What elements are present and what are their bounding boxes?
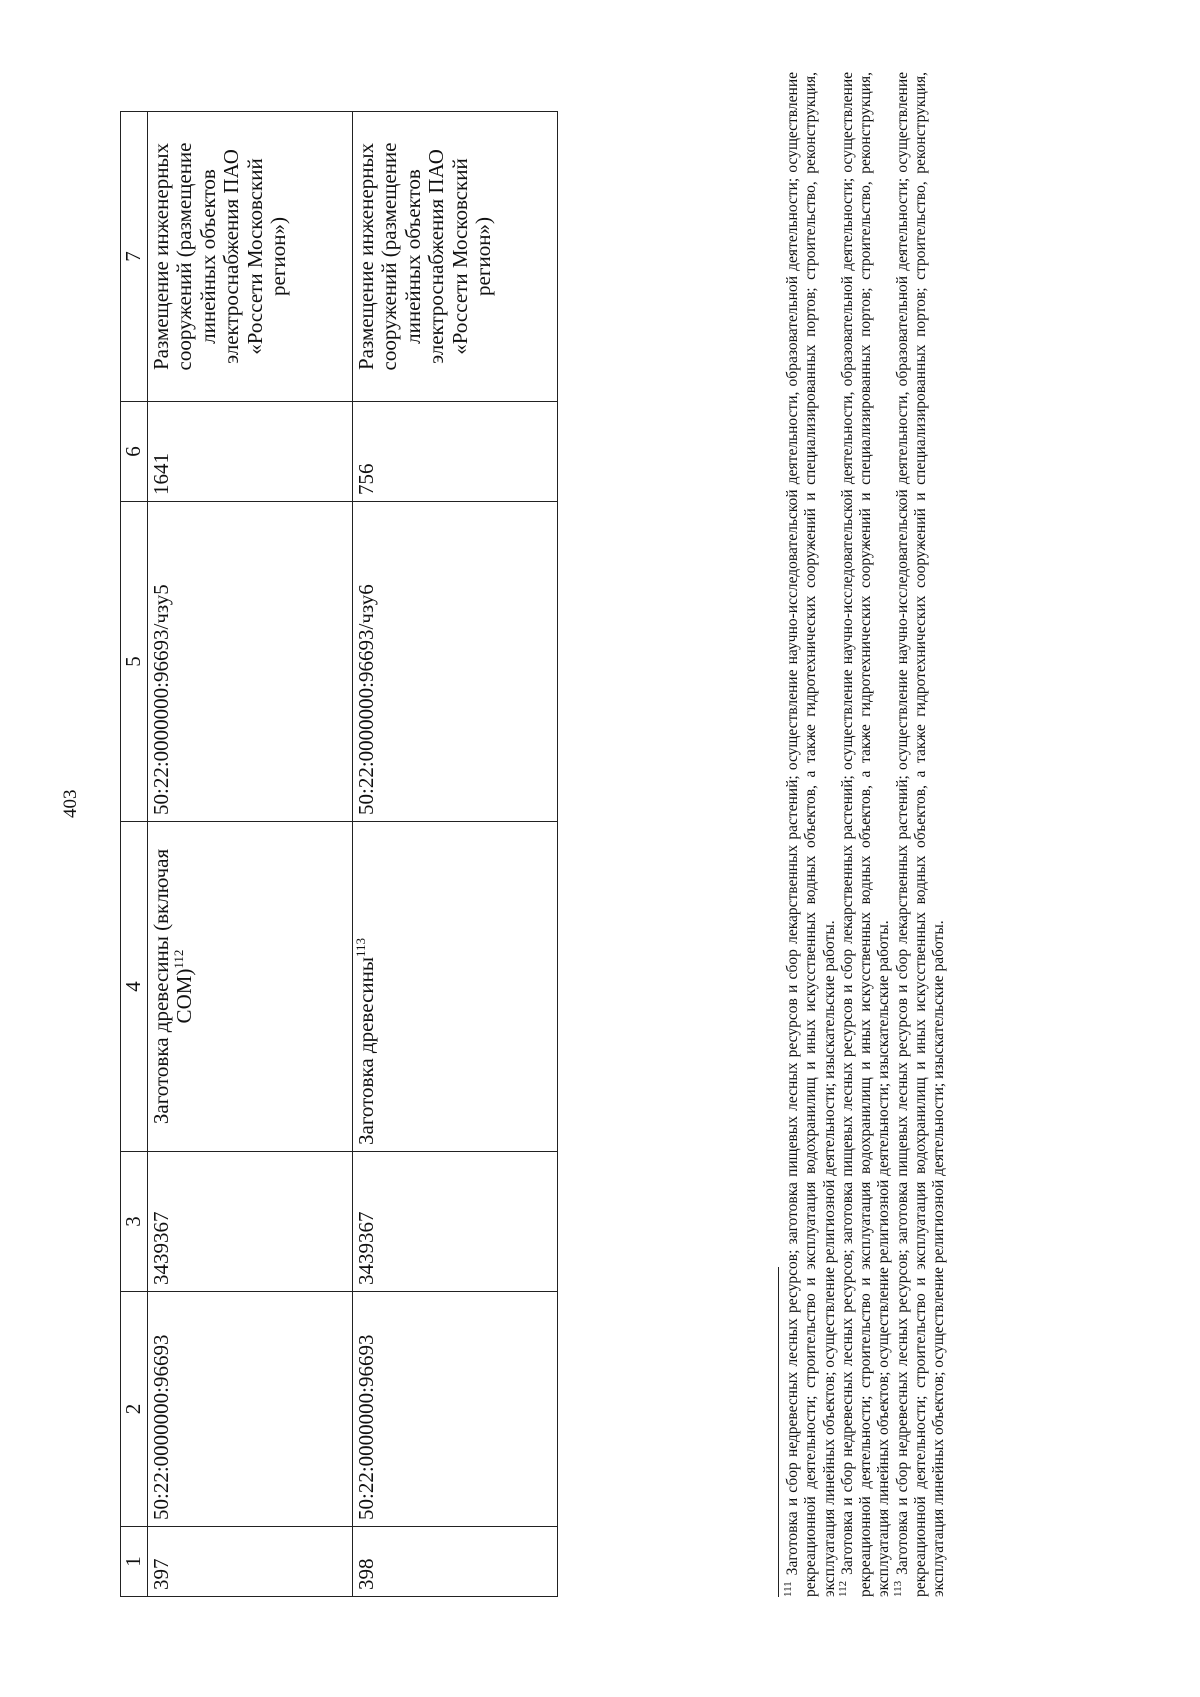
column-header: 1 [121, 1527, 148, 1597]
column-header: 6 [121, 402, 148, 502]
column-header: 2 [121, 1292, 148, 1527]
permitted-use-text: Заготовка древесины (включая СОМ) [148, 848, 197, 1125]
row-number-cell: 397 [147, 1527, 352, 1597]
plot-part-number-cell: 50:22:0000000:96693/чзу5 [147, 502, 352, 822]
quarter-cell: 3439367 [352, 1152, 557, 1292]
permitted-use-cell [147, 822, 352, 1152]
column-header: 5 [121, 502, 148, 822]
column-header: 7 [121, 112, 148, 402]
row-number-cell: 398 [352, 1527, 557, 1597]
permitted-use-cell [352, 822, 557, 1152]
footnote-mark: 111 [781, 1581, 794, 1597]
plot-part-number-cell: 50:22:0000000:96693/чзу6 [352, 502, 557, 822]
area-cell: 1641 [147, 402, 352, 502]
footnote [781, 72, 839, 1597]
table-row [352, 112, 557, 1597]
footnote-mark: 112 [836, 1580, 849, 1597]
cadastral-number-cell: 50:22:0000000:96693 [147, 1292, 352, 1527]
page-number: 403 [60, 789, 81, 818]
area-cell: 756 [352, 402, 557, 502]
cadastral-number-cell: 50:22:0000000:96693 [352, 1292, 557, 1527]
table-header-row [121, 112, 148, 1597]
footnote [836, 72, 894, 1597]
purpose-cell: Размещение инженерных сооружений (размещение линейных объектов электроснабжения ПАО «Россети Московский регион») [352, 112, 557, 402]
quarter-cell: 3439367 [147, 1152, 352, 1292]
purpose-cell: Размещение инженерных сооружений (размещение линейных объектов электроснабжения ПАО «Россети Московский регион») [147, 112, 352, 402]
land-plots-table [120, 111, 558, 1597]
column-header: 4 [121, 822, 148, 1152]
footnote-separator [778, 1267, 779, 1597]
column-header: 3 [121, 1152, 148, 1292]
footnote-ref: 113 [352, 937, 368, 958]
footnote-text: Заготовка и сбор недревесных лесных ресурсов; заготовка пищевых лесных ресурсов и сбор лекарственных растений; осуществление научно-исследовательской деятельности, образовательной деятельности; осуществление рекреационной деятельности; строительство и эксплуатация водохранилищ и иных искусственных водных объектов, а также гидротехнических сооружений и специализированных портов; строительство, реконструкция, эксплуатация линейных объектов; осуществление религиозной деятельности; изыскательские работы. [784, 72, 838, 1597]
footnote [891, 72, 949, 1597]
footnote-text: Заготовка и сбор недревесных лесных ресурсов; заготовка пищевых лесных ресурсов и сбор лекарственных растений; осуществление научно-исследовательской деятельности, образовательной деятельности; осуществление рекреационной деятельности; строительство и эксплуатация водохранилищ и иных искусственных водных объектов, а также гидротехнических сооружений и специализированных портов; строительство, реконструкция, эксплуатация линейных объектов; осуществление религиозной деятельности; изыскательские работы. [893, 72, 948, 1597]
footnote-mark: 113 [891, 1580, 904, 1597]
permitted-use-text: Заготовка древесины [353, 957, 378, 1145]
table-row [147, 112, 352, 1597]
footnote-text: Заготовка и сбор недревесных лесных ресурсов; заготовка пищевых лесных ресурсов и сбор лекарственных растений; осуществление научно-исследовательской деятельности, образовательной деятельности; осуществление рекреационной деятельности; строительство и эксплуатация водохранилищ и иных искусственных водных объектов, а также гидротехнических сооружений и специализированных портов; строительство, реконструкция, эксплуатация линейных объектов; осуществление религиозной деятельности; изыскательские работы. [838, 72, 893, 1597]
footnotes-section [780, 72, 949, 1597]
footnote-ref: 112 [171, 949, 187, 969]
